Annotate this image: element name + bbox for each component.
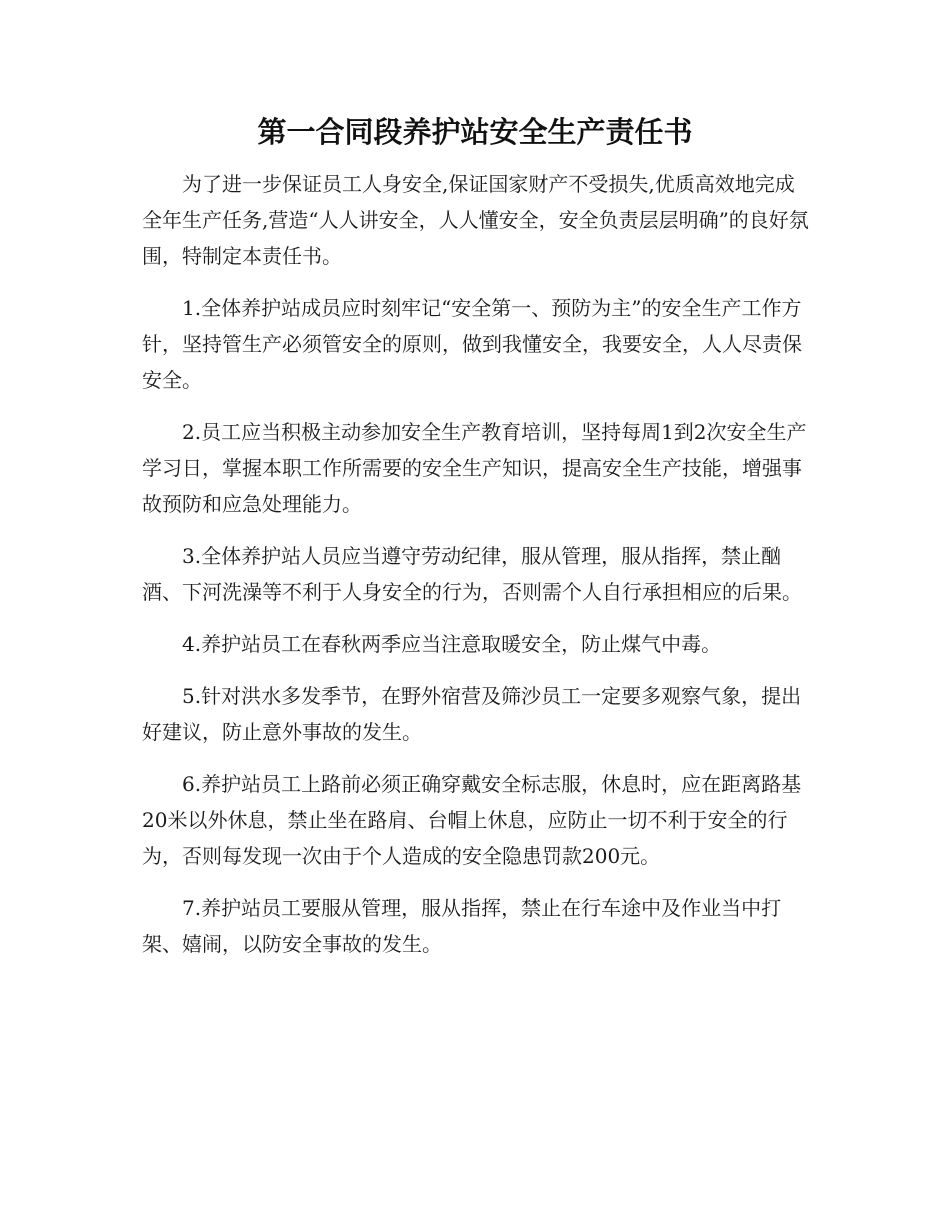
clause-2: 2.员工应当积极主动参加安全生产教育培训，坚持每周1到2次安全生产学习日，掌握本职工作所需要的安全生产知识，提高安全生产技能，增强事故预防和应急处理能力。: [142, 420, 807, 516]
clause-5: 5.针对洪水多发季节，在野外宿营及筛沙员工一定要多观察气象，提出好建议，防止意外事故的发生。: [142, 684, 802, 744]
clause-4: 4.养护站员工在春秋两季应当注意取暖安全，防止煤气中毒。: [182, 632, 722, 656]
clause-7: 7.养护站员工要服从管理，服从指挥，禁止在行车途中及作业当中打架、嬉闹，以防安全事故的发生。: [142, 896, 782, 956]
clause-6: 6.养护站员工上路前必须正确穿戴安全标志服，休息时，应在距离路基20米以外休息，禁止坐在路肩、台帽上休息，应防止一切不利于安全的行为，否则每发现一次由于个人造成的安全隐患罚款200元。: [142, 772, 802, 868]
document-body: [142, 166, 814, 978]
clause-3: 3.全体养护站人员应当遵守劳动纪律，服从管理，服从指挥，禁止酗酒、下河洗澡等不利于人身安全的行为，否则需个人自行承担相应的后果。: [142, 544, 802, 604]
intro-paragraph: 为了进一步保证员工人身安全,保证国家财产不受损失,优质高效地完成全年生产任务,营造“人人讲安全，人人懂安全，安全负责层层明确”的良好氛围，特制定本责任书。: [142, 172, 809, 268]
clause-1: 1.全体养护站成员应时刻牢记“安全第一、预防为主”的安全生产工作方针，坚持管生产必须管安全的原则，做到我懂安全，我要安全，人人尽责保安全。: [142, 296, 802, 392]
document-title: 第一合同段养护站安全生产责任书: [257, 115, 693, 149]
